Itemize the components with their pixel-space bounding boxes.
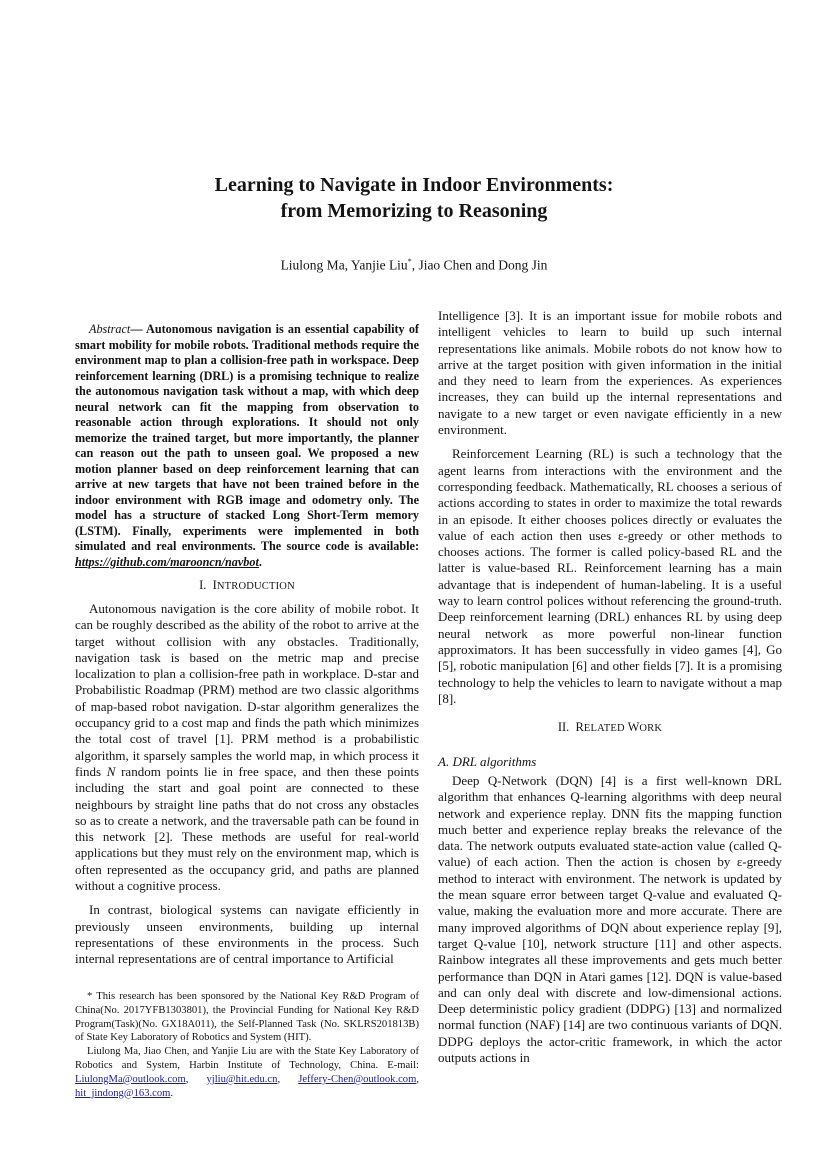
right-column-text-top — [438, 308, 782, 707]
source-code-link[interactable]: https://github.com/marooncn/navbot — [75, 554, 259, 569]
intro-paragraph-2-continued: Intelligence [3]. It is an important issue for mobile robots and intelligent vehicles to learn to build up such internal representations like animals. Mobile robots do not know how to arrive at the target position with given information in the initial and they need to learn from the experiences. As experiences increases, they can build up the internal representations and navigate to a new target or even navigate efficiently in a new environment. — [438, 308, 782, 438]
email-link-4[interactable]: hit_jindong@163.com — [75, 1087, 171, 1099]
abstract-label: Abstract — [89, 322, 131, 336]
related-work-paragraph-1: Deep Q-Network (DQN) [4] is a first well-known DRL algorithm that enhances Q-learning algorithms with deep neural network and experience replay. DNN fits the mapping function much better and experience replay breaks the relevance of the data. The network outputs evaluated state-action value (called Q-value) of each action. Then the action is chosen by ε-greedy method to interact with environment. The network is updated by the mean square error between target Q-value and evaluated Q-value, making the evaluation more and more accurate. There are many improved algorithms of DQN about experience replay [9], target Q-value [10], network structure [11] and other aspects. Rainbow integrates all these improvements and gets much better performance than DQN in Atari games [12]. DQN is value-based and can only deal with discrete and low-dimensional actions. Deep deterministic policy gradient (DDPG) [13] and normalized normal function (NAF) [14] are two continuous variants of DQN. DDPG deploys the actor-critic framework, in which the actor outputs actions in — [438, 773, 782, 1066]
section-title-rest: NTRODUCTION — [216, 581, 295, 592]
separator: , — [277, 1073, 299, 1085]
subsection-heading-drl-algorithms: A. DRL algorithms — [438, 754, 537, 769]
footnote-affiliation — [75, 1045, 419, 1100]
footnote-funding: * This research has been sponsored by the National Key R&D Program of China(No. 2017YFB1303801), the Provincial Funding for National Key R&D Program(Task)(No. GX18A011), the Self-Planned Task (No. SKLRS201813B) of State Key Laboratory of Robotics and System (HIT). — [75, 991, 419, 1044]
authors-part-b: , Jiao Chen and Dong Jin — [411, 257, 548, 273]
abstract-body: Autonomous navigation is an essential capability of smart mobility for mobile robots. Traditional methods require the environment map to plan a collision-free path in workspace. Deep reinforcement learning (DRL) is a promising technique to realize the autonomous navigation task without a map, with which deep neural network can fit the mapping from observation to reasonable action through explorations. It should not only memorize the trained target, but more importantly, the planner can reason out the path to unseen goal. We proposed a new motion planner based on deep reinforcement learning that can arrive at new targets that have not been trained before in the indoor environment with RGB image and odometry only. The model has a structure of stacked Long Short-Term memory (LSTM). Finally, experiments were implemented in both simulated and real environments. The source code is available: — [75, 322, 419, 553]
corresponding-author-mark: * — [407, 257, 412, 266]
section-numeral: I. — [199, 578, 207, 592]
section-title-initial-2: W — [627, 720, 640, 734]
section-title-initial: R — [575, 720, 584, 734]
email-link-3[interactable]: Jeffery-Chen@outlook.com — [298, 1073, 417, 1085]
section-title-initial: I — [212, 578, 217, 592]
paper-title-line2: from Memorizing to Reasoning — [280, 200, 548, 222]
authors-part-a: Liulong Ma, Yanjie Liu — [280, 257, 408, 273]
section-heading-introduction — [75, 578, 419, 593]
paper-title-line1: Learning to Navigate in Indoor Environments: — [214, 174, 614, 196]
separator: , — [185, 1073, 207, 1085]
intro-p1-rest: random points lie in free space, and then these points including the start and goal point are connected to these neighbours by straight line paths that do not cross any obstacles so as to create a network, and the traversable path can be found in this network [2]. These methods are useful for real-world applications but they must rely on the environment map, which is often represented as the occupancy grid, and paths are planned without a cognitive process. — [75, 763, 420, 894]
left-column-text — [75, 601, 419, 968]
section-heading-related-work — [438, 720, 782, 735]
author-list — [0, 257, 828, 274]
intro-paragraph-2: In contrast, biological systems can navigate efficiently in previously unseen environments, building up internal representations of these environments in the process. Such internal representations are of central importance to Artificial — [75, 902, 419, 967]
intro-paragraph-1 — [75, 601, 419, 894]
section-title-rest-2: ORK — [639, 723, 663, 734]
section-title-rest: ELATED — [583, 723, 628, 734]
separator: , — [416, 1073, 419, 1085]
intro-p1-var: N — [106, 763, 116, 779]
intro-paragraph-3: Reinforcement Learning (RL) is such a technology that the agent learns from interactions with the environment and the corresponding feedback. Mathematically, RL chooses a serious of actions according to states in order to maximize the total rewards in an episode. It either chooses polices directly or evaluates the value of each action then uses ε-greedy or other methods to chooses actions. The former is called policy-based RL and the latter is value-based RL. Reinforcement learning has a main advantage that is independent of human-labeling. It is a useful way to learn control polices without referencing the ground-truth. Deep reinforcement learning (DRL) enhances RL by using deep neural network as more powerful non-linear function approximators. It has been successfully in video games [4], Go [5], robotic manipulation [6] and other fields [7]. It is a promising technology to help the vehicles to learn to navigate without a map [8]. — [438, 446, 782, 706]
intro-p1-text: Autonomous navigation is the core ability of mobile robot. It can be roughly described as the ability of the robot to arrive at the target without collision with any obstacles. Traditionally, navigation task is based on the metric map and precise localization to plan a collision-free path in workplace. D-star and Probabilistic Roadmap (PRM) method are two classic algorithms of map-based robot navigation. D-star algorithm generalizes the occupancy grid to a cost map and finds the path which minimizes the total cost of travel [1]. PRM method is a probabilistic algorithm, it sparsely samples the world map, in which process it finds — [75, 601, 419, 779]
email-link-2[interactable]: yjliu@hit.edu.cn — [206, 1073, 278, 1085]
right-column-text-bottom — [438, 773, 782, 1066]
section-numeral: II. — [557, 720, 570, 734]
footnote-end: . — [170, 1087, 174, 1099]
email-link-1[interactable]: LiulongMa@outlook.com — [75, 1073, 186, 1085]
abstract-dash: — — [130, 322, 147, 336]
abstract — [75, 322, 419, 570]
footnote — [75, 990, 419, 1100]
abstract-end: . — [258, 554, 262, 569]
footnote-affiliation-text: Liulong Ma, Jiao Chen, and Yanjie Liu are with the State Key Laboratory of Robotics and System, Harbin Institute of Technology, China. E-mail: — [75, 1046, 419, 1071]
